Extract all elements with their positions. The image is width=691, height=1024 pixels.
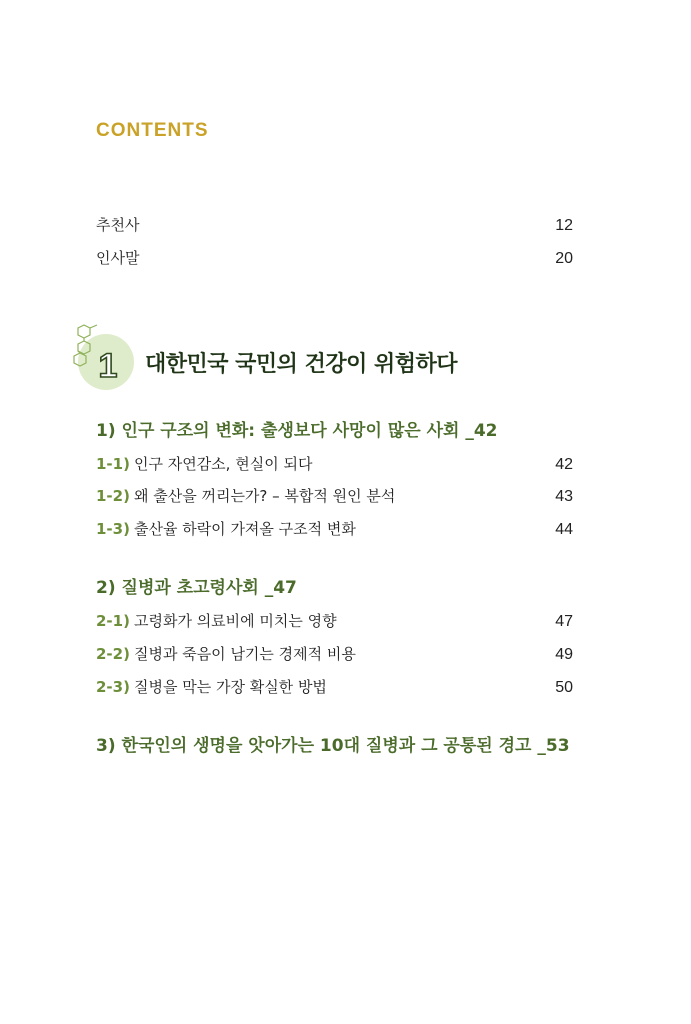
- molecule-number-badge-icon: [70, 322, 140, 392]
- toc-entry-label: 고령화가 의료비에 미치는 영향: [133, 612, 337, 630]
- toc-entry-page: 42: [555, 456, 573, 473]
- toc-entry[interactable]: [96, 676, 573, 697]
- contents-heading: CONTENTS: [96, 120, 209, 141]
- toc-entry-number: 2-3): [96, 678, 130, 696]
- toc-entry[interactable]: [96, 485, 573, 506]
- toc-entry-page: 47: [555, 613, 573, 630]
- toc-entry-label: 질병을 막는 가장 확실한 방법: [133, 678, 327, 696]
- toc-entry-label: 인구 자연감소, 현실이 되다: [133, 455, 313, 473]
- section-heading-3[interactable]: 3) 한국인의 생명을 앗아가는 10대 질병과 그 공통된 경고 _53: [96, 736, 570, 756]
- toc-entry-page: 12: [555, 217, 573, 234]
- toc-entry-label: 출산율 하락이 가져올 구조적 변화: [133, 520, 356, 538]
- toc-entry-foreword[interactable]: [96, 214, 573, 235]
- toc-entry-label: 왜 출산을 꺼리는가? – 복합적 원인 분석: [133, 487, 396, 505]
- section-heading-1[interactable]: 1) 인구 구조의 변화: 출생보다 사망이 많은 사회 _42: [96, 421, 498, 441]
- toc-entry-greeting[interactable]: [96, 247, 573, 268]
- toc-entry-label: 추천사: [96, 216, 140, 234]
- toc-entry[interactable]: [96, 610, 573, 631]
- toc-entry-number: 1-3): [96, 520, 130, 538]
- toc-entry-page: 43: [555, 488, 573, 505]
- toc-entry-page: 20: [555, 250, 573, 267]
- toc-entry[interactable]: [96, 643, 573, 664]
- toc-entry-label: 질병과 죽음이 남기는 경제적 비용: [133, 645, 356, 663]
- toc-entry-number: 2-1): [96, 612, 130, 630]
- chapter-number: 1: [98, 347, 118, 385]
- chapter-heading: [70, 322, 570, 394]
- toc-entry[interactable]: [96, 453, 573, 474]
- toc-entry-page: 44: [555, 521, 573, 538]
- toc-entry-number: 1-1): [96, 455, 130, 473]
- section-heading-2[interactable]: 2) 질병과 초고령사회 _47: [96, 578, 297, 598]
- toc-entry-page: 49: [555, 646, 573, 663]
- toc-entry-label: 인사말: [96, 249, 140, 267]
- toc-entry-number: 2-2): [96, 645, 130, 663]
- chapter-title: 대한민국 국민의 건강이 위험하다: [145, 352, 458, 377]
- toc-entry-page: 50: [555, 679, 573, 696]
- toc-entry-number: 1-2): [96, 487, 130, 505]
- toc-entry[interactable]: [96, 518, 573, 539]
